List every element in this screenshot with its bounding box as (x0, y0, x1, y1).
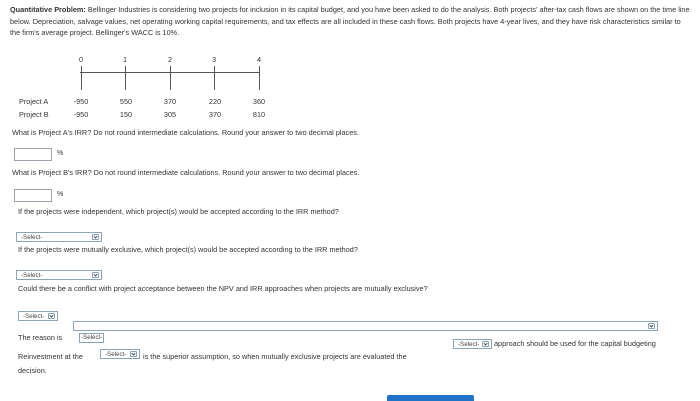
irr-a-input[interactable] (14, 148, 52, 161)
reinvest-prefix: Reinvestment at the (18, 352, 83, 361)
problem-text: Bellinger Industries is considering two projects for inclusion in its capital budget, and you have been asked to do the analysis. Both projects' after-tax cash flows are shown on the time line below. Depreciation, salvage values, net operating working capital requirements, and tax effects are all included in these cash flows. Both projects have 4-year lives, and they have risk characteristics similar to the firm's average project. Bellinger's WACC is 10%. (10, 5, 690, 37)
timeline-tick-4 (259, 66, 260, 90)
reinvest-suffix: approach should be used for the capital budgeting (494, 339, 656, 348)
project-a-cf-0: -950 (73, 97, 89, 106)
year-label-3: 3 (212, 55, 217, 64)
chevron-down-icon (92, 234, 99, 240)
reinvest-rate-select-value: -Select- (105, 351, 127, 358)
question-irr-a: What is Project A's IRR? Do not round intermediate calculations. Round your answer to two decimal places. (12, 128, 359, 137)
chevron-down-icon (48, 313, 55, 319)
project-a-cf-3: 220 (208, 97, 222, 106)
reason-select[interactable] (73, 321, 658, 341)
irr-b-input[interactable] (14, 189, 52, 202)
question-irr-b: What is Project B's IRR? Do not round intermediate calculations. Round your answer to two decimal places. (12, 168, 360, 177)
question-mutually-exclusive: If the projects were mutually exclusive, which project(s) would be accepted according to the IRR method? (18, 245, 358, 254)
chevron-down-icon (130, 351, 137, 357)
chevron-down-icon (648, 323, 655, 329)
irr-a-percent: % (57, 150, 64, 157)
reinvest-mid: is the superior assumption, so when mutually exclusive projects are evaluated the (143, 352, 407, 361)
chevron-down-icon (482, 341, 489, 347)
project-a-cf-1: 550 (119, 97, 133, 106)
reason-prefix: The reason is (18, 333, 63, 342)
project-b-cf-0: -950 (73, 110, 89, 119)
submit-button-bar[interactable] (387, 395, 474, 401)
timeline-tick-3 (214, 66, 215, 90)
conflict-select-value: -Select- (23, 313, 45, 320)
irr-b-percent: % (57, 191, 64, 198)
project-b-cf-3: 370 (208, 110, 222, 119)
project-b-cf-1: 150 (119, 110, 133, 119)
chevron-down-icon (92, 272, 99, 278)
mutually-exclusive-select-value: -Select- (21, 272, 43, 279)
project-a-label: Project A (19, 97, 49, 106)
mutually-exclusive-select[interactable] (16, 270, 102, 280)
project-b-label: Project B (19, 110, 49, 119)
independent-select-value: -Select- (21, 234, 43, 241)
approach-select[interactable] (453, 339, 492, 349)
year-label-4: 4 (257, 55, 262, 64)
question-conflict: Could there be a conflict with project acceptance between the NPV and IRR approaches when projects are mutually exclusive? (18, 284, 428, 293)
conflict-select[interactable] (18, 311, 58, 321)
year-label-1: 1 (123, 55, 128, 64)
timeline-tick-1 (125, 66, 126, 90)
project-a-cf-4: 360 (252, 97, 266, 106)
question-independent: If the projects were independent, which project(s) would be accepted according to the IRR method? (18, 207, 339, 216)
timeline-tick-2 (170, 66, 171, 90)
approach-select-value: -Select- (458, 341, 480, 348)
problem-label: Quantitative Problem: (10, 5, 86, 14)
reason-select-value: -Select- (81, 334, 103, 341)
project-b-cf-4: 810 (252, 110, 266, 119)
timeline-tick-0 (81, 66, 82, 90)
reinvest-end: decision. (18, 366, 47, 375)
problem-statement (10, 4, 690, 39)
project-a-cf-2: 370 (163, 97, 177, 106)
independent-select[interactable] (16, 232, 102, 242)
project-b-cf-2: 305 (163, 110, 177, 119)
reinvest-rate-select[interactable] (100, 349, 140, 359)
year-label-0: 0 (79, 55, 84, 64)
year-label-2: 2 (168, 55, 173, 64)
